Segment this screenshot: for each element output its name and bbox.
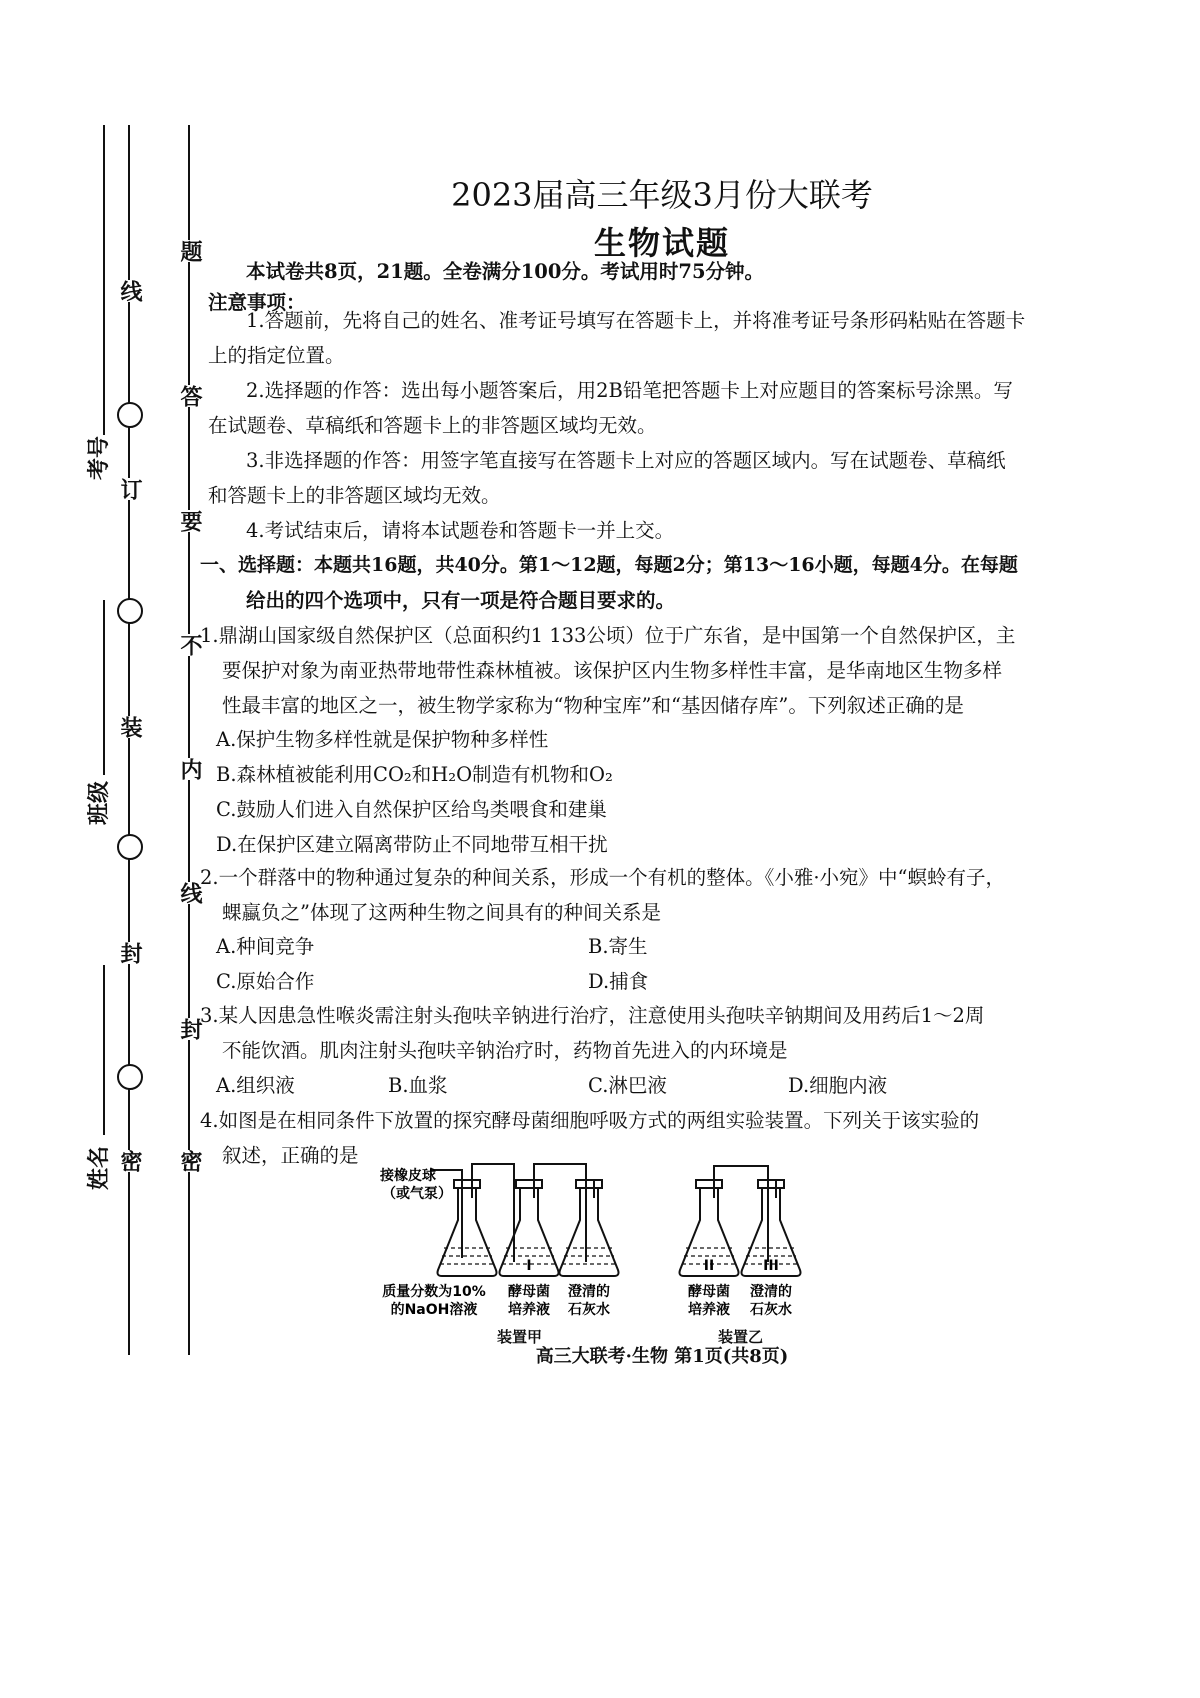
yeast-respiration-figure — [380, 1158, 830, 1328]
q2-option-d[interactable]: D.捕食 — [588, 970, 649, 993]
exam-title: 2023届高三年级3月份大联考 — [451, 176, 873, 214]
note-line: 3.非选择题的作答：用签字笔直接写在答题卡上对应的答题区域内。写在试题卷、草稿纸 — [246, 449, 1006, 472]
question-2-stem: 蜾蠃负之”体现了这两种生物之间具有的种间关系是 — [222, 901, 661, 924]
note-line: 1.答题前，先将自己的姓名、准考证号填写在答题卡上，并将准考证号条形码粘贴在答题卡 — [246, 309, 1026, 332]
pump-label: 接橡皮球 — [380, 1168, 436, 1184]
q3-option-a[interactable]: A.组织液 — [216, 1074, 295, 1097]
question-2-stem: 2.一个群落中的物种通过复杂的种间关系，形成一个有机的整体。《小雅·小宛》中“螟蛉有子， — [200, 866, 1006, 889]
question-3-stem: 3.某人因患急性喉炎需注射头孢呋辛钠进行治疗，注意使用头孢呋辛钠期间及用药后1～2周 — [200, 1004, 985, 1027]
seal-char: 题 — [177, 240, 202, 262]
question-1-stem: 性最丰富的地区之一，被生物学家称为“物种宝库”和“基因储存库”。下列叙述正确的是 — [222, 694, 964, 717]
seal-char: 装 — [117, 716, 142, 738]
seal-char: 答 — [177, 385, 202, 407]
q1-option-b[interactable]: B.森林植被能利用CO₂和H₂O制造有机物和O₂ — [216, 763, 613, 786]
q1-option-d[interactable]: D.在保护区建立隔离带防止不同地带互相干扰 — [216, 833, 608, 856]
pump-label-sub: （或气泵） — [382, 1186, 452, 1202]
question-1-stem: 1.鼎湖山国家级自然保护区（总面积约1 133公顷）位于广东省，是中国第一个自然保护区，主 — [200, 624, 1016, 647]
seal-char: 密 — [177, 1150, 202, 1172]
flask-label-2: II — [703, 1258, 715, 1274]
subject-title: 生物试题 — [593, 224, 730, 262]
flask-label-1: I — [526, 1258, 532, 1274]
exam-no-label: 考号 — [87, 435, 112, 480]
q3-option-b[interactable]: B.血浆 — [388, 1074, 448, 1097]
note-line: 4.考试结束后，请将本试题卷和答题卡一并上交。 — [246, 519, 675, 542]
seal-char: 线 — [117, 280, 142, 302]
binding-margin — [0, 0, 215, 1698]
section-heading: 一、选择题：本题共16题，共40分。第1～12题，每题2分；第13～16小题，每题4分。在每题 — [200, 554, 1018, 576]
seal-char: 内 — [177, 758, 202, 780]
seal-char: 要 — [177, 510, 202, 532]
name-blank[interactable] — [103, 965, 105, 1135]
lime-label-a-sub: 石灰水 — [568, 1302, 610, 1318]
exam-info: 本试卷共8页，21题。全卷满分100分。考试用时75分钟。 — [246, 260, 765, 283]
note-line: 上的指定位置。 — [208, 344, 345, 367]
question-3-stem: 不能饮酒。肌肉注射头孢呋辛钠治疗时，药物首先进入的内环境是 — [222, 1039, 788, 1062]
naoh-label: 质量分数为10% — [382, 1284, 486, 1300]
q2-option-b[interactable]: B.寄生 — [588, 935, 648, 958]
seal-char: 订 — [117, 478, 142, 500]
seal-char: 封 — [177, 1018, 202, 1040]
lime-label-a: 澄清的 — [568, 1284, 610, 1300]
naoh-label-sub: 的NaOH溶液 — [390, 1302, 478, 1318]
limewater-flask-a — [560, 1180, 619, 1276]
class-label: 班级 — [87, 780, 112, 825]
lime-label-b: 澄清的 — [750, 1284, 792, 1300]
tube-a1 — [472, 1164, 514, 1262]
question-1-stem: 要保护对象为南亚热带地带性森林植被。该保护区内生物多样性丰富，是华南地区生物多样 — [222, 659, 1003, 682]
seal-char: 封 — [117, 942, 142, 964]
seal-char: 线 — [177, 882, 202, 904]
notes-heading: 注意事项： — [208, 291, 306, 314]
seal-char: 不 — [177, 634, 202, 656]
q1-option-a[interactable]: A.保护生物多样性就是保护物种多样性 — [216, 728, 549, 751]
flask-label-3: III — [763, 1258, 779, 1274]
tube-a2 — [534, 1164, 586, 1262]
name-label: 姓名 — [87, 1145, 112, 1190]
note-line: 在试题卷、草稿纸和答题卡上的非答题区域均无效。 — [208, 414, 657, 437]
q2-option-c[interactable]: C.原始合作 — [216, 970, 315, 993]
class-blank[interactable] — [103, 600, 105, 775]
yeast-label-b-sub: 培养液 — [688, 1302, 730, 1318]
lime-label-b-sub: 石灰水 — [750, 1302, 792, 1318]
seal-circle — [117, 402, 143, 428]
note-line: 和答题卡上的非答题区域均无效。 — [208, 484, 501, 507]
yeast-label-a: 酵母菌 — [508, 1284, 550, 1300]
seal-char: 密 — [117, 1150, 142, 1172]
q2-option-a[interactable]: A.种间竞争 — [216, 935, 315, 958]
question-4-stem: 叙述，正确的是 — [222, 1144, 359, 1167]
setup-a-caption: 装置甲 — [497, 1328, 543, 1346]
page-footer: 高三大联考·生物 第1页(共8页) — [535, 1346, 789, 1367]
q3-option-d[interactable]: D.细胞内液 — [788, 1074, 888, 1097]
yeast-label-a-sub: 培养液 — [508, 1302, 550, 1318]
q3-option-c[interactable]: C.淋巴液 — [588, 1074, 667, 1097]
exam-no-blank[interactable] — [103, 125, 105, 435]
yeast-label-b: 酵母菌 — [688, 1284, 730, 1300]
seal-circle — [117, 834, 143, 860]
seal-circle — [117, 598, 143, 624]
q1-option-c[interactable]: C.鼓励人们进入自然保护区给鸟类喂食和建巢 — [216, 798, 607, 821]
note-line: 2.选择题的作答：选出每小题答案后，用2B铅笔把答题卡上对应题目的答案标号涂黑。写 — [246, 379, 1013, 402]
setup-b-caption: 装置乙 — [718, 1328, 764, 1346]
section-heading-cont: 给出的四个选项中，只有一项是符合题目要求的。 — [246, 589, 676, 612]
question-4-stem: 4.如图是在相同条件下放置的探究酵母菌细胞呼吸方式的两组实验装置。下列关于该实验的 — [200, 1109, 980, 1132]
seal-circle — [117, 1064, 143, 1090]
